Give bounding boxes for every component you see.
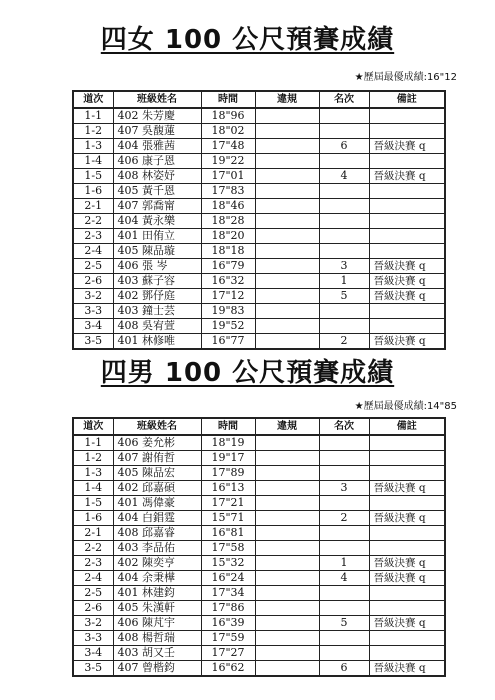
- rank-cell: [319, 154, 369, 169]
- rank-cell: [319, 496, 369, 511]
- class-name-cell: 408 吳宥萱: [113, 319, 201, 334]
- table-row: [73, 334, 445, 350]
- lane-cell: 3-4: [73, 646, 113, 661]
- rank-cell: 1: [319, 274, 369, 289]
- note-cell: [369, 541, 445, 556]
- header-rank: 名次: [319, 91, 369, 108]
- note-cell: 晉級決賽 q: [369, 139, 445, 154]
- class-name-cell: 402 陳奕亨: [113, 556, 201, 571]
- note-cell: 晉級決賽 q: [369, 556, 445, 571]
- class-name-cell: 406 張 岑: [113, 259, 201, 274]
- class-name-cell: 408 楊哲瑞: [113, 631, 201, 646]
- rank-cell: [319, 319, 369, 334]
- lane-cell: 1-1: [73, 435, 113, 451]
- time-cell: 16"39: [201, 616, 255, 631]
- class-name-cell: 402 朱芳慶: [113, 108, 201, 124]
- note-cell: [369, 108, 445, 124]
- foul-cell: [255, 274, 319, 289]
- lane-cell: 2-2: [73, 541, 113, 556]
- class-name-cell: 403 李品佑: [113, 541, 201, 556]
- class-name-cell: 405 陳品宏: [113, 466, 201, 481]
- lane-cell: 1-6: [73, 511, 113, 526]
- lane-cell: 1-4: [73, 154, 113, 169]
- lane-cell: 3-2: [73, 289, 113, 304]
- table-header-row: [73, 418, 445, 435]
- foul-cell: [255, 244, 319, 259]
- foul-cell: [255, 616, 319, 631]
- foul-cell: [255, 541, 319, 556]
- time-cell: 16"62: [201, 661, 255, 677]
- note-cell: [369, 496, 445, 511]
- rank-cell: [319, 214, 369, 229]
- lane-cell: 2-4: [73, 244, 113, 259]
- header-class-name: 班級姓名: [113, 91, 201, 108]
- header-note: 備註: [369, 418, 445, 435]
- foul-cell: [255, 435, 319, 451]
- table-row: [73, 139, 445, 154]
- note-cell: [369, 304, 445, 319]
- lane-cell: 1-2: [73, 451, 113, 466]
- table-row: [73, 466, 445, 481]
- lane-cell: 2-6: [73, 274, 113, 289]
- note-cell: [369, 244, 445, 259]
- table-row: [73, 259, 445, 274]
- class-name-cell: 402 邱嘉碩: [113, 481, 201, 496]
- rank-cell: [319, 631, 369, 646]
- foul-cell: [255, 601, 319, 616]
- class-name-cell: 401 田侑立: [113, 229, 201, 244]
- foul-cell: [255, 108, 319, 124]
- foul-cell: [255, 319, 319, 334]
- note-cell: [369, 466, 445, 481]
- table-row: [73, 199, 445, 214]
- foul-cell: [255, 184, 319, 199]
- class-name-cell: 405 朱漢軒: [113, 601, 201, 616]
- results-table: [72, 417, 446, 677]
- foul-cell: [255, 334, 319, 350]
- table-row: [73, 601, 445, 616]
- header-lane: 道次: [73, 418, 113, 435]
- note-cell: 晉級決賽 q: [369, 274, 445, 289]
- lane-cell: 3-3: [73, 304, 113, 319]
- note-cell: 晉級決賽 q: [369, 571, 445, 586]
- class-name-cell: 401 馮偉豪: [113, 496, 201, 511]
- rank-cell: [319, 646, 369, 661]
- boys-results-section: [0, 355, 495, 674]
- lane-cell: 1-1: [73, 108, 113, 124]
- note-cell: 晉級決賽 q: [369, 334, 445, 350]
- class-name-cell: 406 陳芃宇: [113, 616, 201, 631]
- foul-cell: [255, 139, 319, 154]
- table-row: [73, 571, 445, 586]
- rank-cell: [319, 541, 369, 556]
- lane-cell: 2-1: [73, 199, 113, 214]
- foul-cell: [255, 631, 319, 646]
- class-name-cell: 401 林建鈞: [113, 586, 201, 601]
- lane-cell: 3-4: [73, 319, 113, 334]
- best-record-note: ★歷屆最優成績:16"12: [354, 72, 457, 83]
- note-cell: 晉級決賽 q: [369, 259, 445, 274]
- class-name-cell: 408 邱嘉睿: [113, 526, 201, 541]
- lane-cell: 1-3: [73, 466, 113, 481]
- time-cell: 17"89: [201, 466, 255, 481]
- header-lane: 道次: [73, 91, 113, 108]
- class-name-cell: 407 曾楷鈞: [113, 661, 201, 677]
- table-row: [73, 451, 445, 466]
- foul-cell: [255, 199, 319, 214]
- rank-cell: 5: [319, 616, 369, 631]
- table-row: [73, 481, 445, 496]
- lane-cell: 1-5: [73, 496, 113, 511]
- time-cell: 17"58: [201, 541, 255, 556]
- time-cell: 16"77: [201, 334, 255, 350]
- class-name-cell: 404 黃永樂: [113, 214, 201, 229]
- note-cell: 晉級決賽 q: [369, 616, 445, 631]
- rank-cell: 1: [319, 556, 369, 571]
- note-cell: [369, 451, 445, 466]
- table-row: [73, 274, 445, 289]
- rank-cell: [319, 184, 369, 199]
- foul-cell: [255, 124, 319, 139]
- rank-cell: [319, 435, 369, 451]
- table-row: [73, 631, 445, 646]
- lane-cell: 3-5: [73, 334, 113, 350]
- class-name-cell: 406 姜允彬: [113, 435, 201, 451]
- lane-cell: 2-4: [73, 571, 113, 586]
- note-cell: 晉級決賽 q: [369, 661, 445, 677]
- table-row: [73, 616, 445, 631]
- time-cell: 18"20: [201, 229, 255, 244]
- time-cell: 17"34: [201, 586, 255, 601]
- class-name-cell: 403 鐘士芸: [113, 304, 201, 319]
- time-cell: 16"79: [201, 259, 255, 274]
- table-row: [73, 496, 445, 511]
- foul-cell: [255, 259, 319, 274]
- note-cell: [369, 435, 445, 451]
- rank-cell: [319, 304, 369, 319]
- foul-cell: [255, 556, 319, 571]
- time-cell: 18"02: [201, 124, 255, 139]
- foul-cell: [255, 229, 319, 244]
- lane-cell: 1-5: [73, 169, 113, 184]
- table-row: [73, 304, 445, 319]
- note-cell: [369, 199, 445, 214]
- foul-cell: [255, 661, 319, 677]
- table-row: [73, 184, 445, 199]
- lane-cell: 2-5: [73, 259, 113, 274]
- note-cell: 晉級決賽 q: [369, 511, 445, 526]
- foul-cell: [255, 646, 319, 661]
- rank-cell: 3: [319, 259, 369, 274]
- rank-cell: 6: [319, 139, 369, 154]
- page-title: 四男 100 公尺預賽成績: [100, 358, 395, 388]
- time-cell: 18"46: [201, 199, 255, 214]
- foul-cell: [255, 586, 319, 601]
- page-title: 四女 100 公尺預賽成績: [100, 25, 395, 55]
- rank-cell: [319, 108, 369, 124]
- lane-cell: 2-3: [73, 229, 113, 244]
- header-rank: 名次: [319, 418, 369, 435]
- foul-cell: [255, 304, 319, 319]
- rank-cell: [319, 601, 369, 616]
- table-header-row: [73, 91, 445, 108]
- foul-cell: [255, 169, 319, 184]
- time-cell: 17"48: [201, 139, 255, 154]
- lane-cell: 1-3: [73, 139, 113, 154]
- note-cell: [369, 526, 445, 541]
- class-name-cell: 407 謝侑哲: [113, 451, 201, 466]
- class-name-cell: 406 康子恩: [113, 154, 201, 169]
- time-cell: 16"13: [201, 481, 255, 496]
- table-row: [73, 169, 445, 184]
- rank-cell: [319, 451, 369, 466]
- note-cell: [369, 319, 445, 334]
- lane-cell: 3-5: [73, 661, 113, 677]
- lane-cell: 2-1: [73, 526, 113, 541]
- header-time: 時間: [201, 91, 255, 108]
- rank-cell: 6: [319, 661, 369, 677]
- class-name-cell: 404 余秉樺: [113, 571, 201, 586]
- time-cell: 16"81: [201, 526, 255, 541]
- table-row: [73, 556, 445, 571]
- time-cell: 18"19: [201, 435, 255, 451]
- header-time: 時間: [201, 418, 255, 435]
- note-cell: [369, 154, 445, 169]
- table-row: [73, 289, 445, 304]
- rank-cell: [319, 586, 369, 601]
- table-row: [73, 541, 445, 556]
- class-name-cell: 405 黃千恩: [113, 184, 201, 199]
- foul-cell: [255, 154, 319, 169]
- foul-cell: [255, 214, 319, 229]
- note-cell: [369, 601, 445, 616]
- header-class-name: 班級姓名: [113, 418, 201, 435]
- rank-cell: [319, 466, 369, 481]
- table-row: [73, 646, 445, 661]
- rank-cell: 2: [319, 511, 369, 526]
- table-row: [73, 229, 445, 244]
- time-cell: 18"96: [201, 108, 255, 124]
- table-row: [73, 154, 445, 169]
- note-cell: [369, 586, 445, 601]
- time-cell: 17"12: [201, 289, 255, 304]
- time-cell: 18"28: [201, 214, 255, 229]
- results-table: [72, 90, 446, 350]
- header-note: 備註: [369, 91, 445, 108]
- table-row: [73, 661, 445, 677]
- table-row: [73, 244, 445, 259]
- table-row: [73, 586, 445, 601]
- time-cell: 19"22: [201, 154, 255, 169]
- class-name-cell: 405 陳品璇: [113, 244, 201, 259]
- table-row: [73, 435, 445, 451]
- header-foul: 違規: [255, 418, 319, 435]
- foul-cell: [255, 466, 319, 481]
- note-cell: [369, 214, 445, 229]
- rank-cell: [319, 244, 369, 259]
- class-name-cell: 408 林姿妤: [113, 169, 201, 184]
- table-row: [73, 214, 445, 229]
- note-cell: [369, 229, 445, 244]
- class-name-cell: 407 吳馥蓮: [113, 124, 201, 139]
- foul-cell: [255, 451, 319, 466]
- class-name-cell: 407 郭喬甯: [113, 199, 201, 214]
- lane-cell: 2-2: [73, 214, 113, 229]
- time-cell: 19"83: [201, 304, 255, 319]
- rank-cell: [319, 526, 369, 541]
- rank-cell: 5: [319, 289, 369, 304]
- lane-cell: 3-2: [73, 616, 113, 631]
- rank-cell: 4: [319, 169, 369, 184]
- rank-cell: [319, 199, 369, 214]
- time-cell: 17"01: [201, 169, 255, 184]
- table-row: [73, 526, 445, 541]
- class-name-cell: 403 胡又壬: [113, 646, 201, 661]
- table-row: [73, 319, 445, 334]
- foul-cell: [255, 481, 319, 496]
- foul-cell: [255, 289, 319, 304]
- lane-cell: 1-2: [73, 124, 113, 139]
- note-cell: 晉級決賽 q: [369, 481, 445, 496]
- foul-cell: [255, 511, 319, 526]
- note-cell: [369, 631, 445, 646]
- note-cell: 晉級決賽 q: [369, 169, 445, 184]
- rank-cell: [319, 229, 369, 244]
- class-name-cell: 402 鄧伃庭: [113, 289, 201, 304]
- class-name-cell: 404 白錩霆: [113, 511, 201, 526]
- rank-cell: 2: [319, 334, 369, 350]
- time-cell: 16"24: [201, 571, 255, 586]
- time-cell: 15"32: [201, 556, 255, 571]
- time-cell: 17"86: [201, 601, 255, 616]
- table-row: [73, 511, 445, 526]
- class-name-cell: 403 蘇子容: [113, 274, 201, 289]
- lane-cell: 3-3: [73, 631, 113, 646]
- lane-cell: 2-6: [73, 601, 113, 616]
- header-foul: 違規: [255, 91, 319, 108]
- best-record-note: ★歷屆最優成績:14"85: [354, 401, 457, 412]
- girls-results-section: [0, 22, 495, 347]
- time-cell: 18"18: [201, 244, 255, 259]
- note-cell: [369, 184, 445, 199]
- time-cell: 16"32: [201, 274, 255, 289]
- foul-cell: [255, 496, 319, 511]
- rank-cell: 3: [319, 481, 369, 496]
- time-cell: 17"83: [201, 184, 255, 199]
- time-cell: 19"52: [201, 319, 255, 334]
- note-cell: [369, 124, 445, 139]
- class-name-cell: 401 林修唯: [113, 334, 201, 350]
- time-cell: 15"71: [201, 511, 255, 526]
- lane-cell: 1-4: [73, 481, 113, 496]
- table-row: [73, 108, 445, 124]
- note-cell: 晉級決賽 q: [369, 289, 445, 304]
- lane-cell: 2-3: [73, 556, 113, 571]
- lane-cell: 2-5: [73, 586, 113, 601]
- time-cell: 17"27: [201, 646, 255, 661]
- class-name-cell: 404 張雅茜: [113, 139, 201, 154]
- time-cell: 19"17: [201, 451, 255, 466]
- time-cell: 17"21: [201, 496, 255, 511]
- time-cell: 17"59: [201, 631, 255, 646]
- lane-cell: 1-6: [73, 184, 113, 199]
- table-row: [73, 124, 445, 139]
- foul-cell: [255, 526, 319, 541]
- foul-cell: [255, 571, 319, 586]
- rank-cell: 4: [319, 571, 369, 586]
- note-cell: [369, 646, 445, 661]
- rank-cell: [319, 124, 369, 139]
